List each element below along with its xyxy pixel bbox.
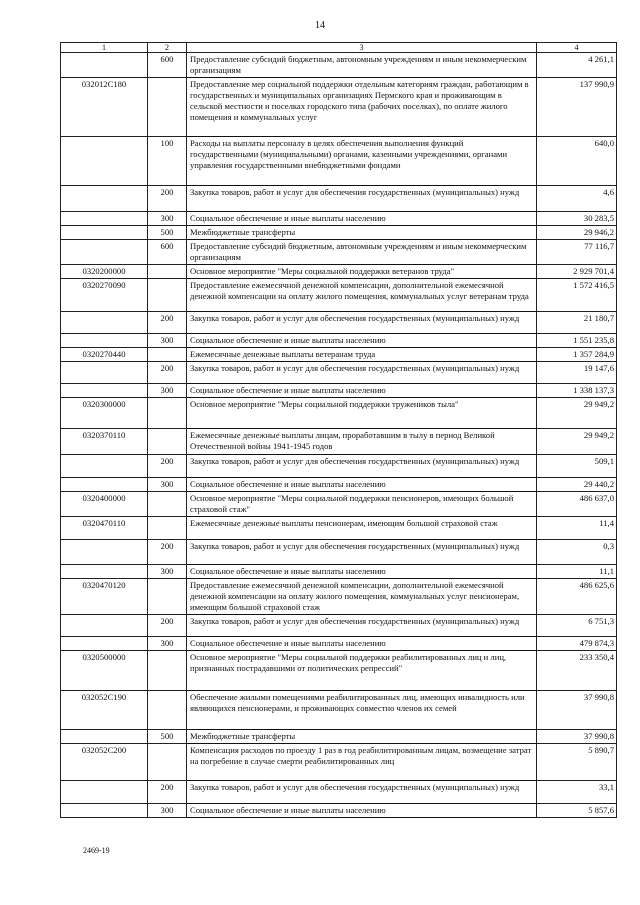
- vr-cell: [148, 517, 187, 540]
- table-row: [61, 279, 617, 312]
- table-row: [61, 137, 617, 186]
- description-cell: Ежемесячные денежные выплаты пенсионерам, имеющим большой страховой стаж: [187, 517, 537, 540]
- description-cell: Закупка товаров, работ и услуг для обеспечения государственных (муниципальных) нужд: [187, 540, 537, 565]
- column-header: 2: [148, 43, 187, 53]
- amount-cell: 29 949,2: [537, 398, 617, 429]
- code-cell: 0320470110: [61, 517, 148, 540]
- code-cell: [61, 226, 148, 240]
- code-cell: [61, 362, 148, 384]
- description-cell: Основное мероприятие "Меры социальной поддержки реабилитированных лиц и лиц, признанных пострадавшими от политических репрессий": [187, 651, 537, 691]
- table-row: [61, 240, 617, 265]
- table-row: [61, 348, 617, 362]
- amount-cell: 30 283,5: [537, 212, 617, 226]
- description-cell: Ежемесячные денежные выплаты ветеранам труда: [187, 348, 537, 362]
- amount-cell: 5 857,6: [537, 804, 617, 818]
- description-cell: Предоставление субсидий бюджетным, автономным учреждениям и иным некоммерческим организациям: [187, 53, 537, 78]
- description-cell: Предоставление мер социальной поддержки отдельным категориям граждан, работающим в государственных и муниципальных организациях Пермского края и проживающим в сельской местности и поселках городского типа (рабочих поселках), по оплате жилого помещения и коммунальных услуг: [187, 78, 537, 137]
- table-row: [61, 265, 617, 279]
- vr-cell: 200: [148, 186, 187, 212]
- vr-cell: 300: [148, 637, 187, 651]
- description-cell: Социальное обеспечение и иные выплаты населению: [187, 212, 537, 226]
- amount-cell: 37 990,8: [537, 691, 617, 730]
- amount-cell: 1 572 416,5: [537, 279, 617, 312]
- table-row: [61, 615, 617, 637]
- amount-cell: 1 338 137,3: [537, 384, 617, 398]
- code-cell: 0320200000: [61, 265, 148, 279]
- code-cell: [61, 540, 148, 565]
- table-row: [61, 651, 617, 691]
- table-row: [61, 429, 617, 455]
- amount-cell: 486 625,6: [537, 579, 617, 615]
- table-row: [61, 565, 617, 579]
- document-code: 2469-19: [83, 846, 110, 855]
- code-cell: [61, 804, 148, 818]
- amount-cell: 4,6: [537, 186, 617, 212]
- table-row: [61, 362, 617, 384]
- table-header-row: [61, 43, 617, 53]
- amount-cell: 479 874,3: [537, 637, 617, 651]
- code-cell: [61, 478, 148, 492]
- code-cell: [61, 137, 148, 186]
- description-cell: Предоставление субсидий бюджетным, автономным учреждениям и иным некоммерческим организациям: [187, 240, 537, 265]
- vr-cell: 500: [148, 226, 187, 240]
- amount-cell: 1 357 284,9: [537, 348, 617, 362]
- code-cell: [61, 384, 148, 398]
- description-cell: Расходы на выплаты персоналу в целях обеспечения выполнения функций государственными (муниципальными) органами, казенными учреждениями, органами управления государственными внебюджетными фондами: [187, 137, 537, 186]
- budget-table: [60, 42, 617, 818]
- code-cell: 0320270440: [61, 348, 148, 362]
- vr-cell: 200: [148, 781, 187, 804]
- vr-cell: 300: [148, 478, 187, 492]
- amount-cell: 640,0: [537, 137, 617, 186]
- vr-cell: [148, 579, 187, 615]
- code-cell: [61, 565, 148, 579]
- vr-cell: 600: [148, 53, 187, 78]
- amount-cell: 29 946,2: [537, 226, 617, 240]
- vr-cell: [148, 651, 187, 691]
- description-cell: Основное мероприятие "Меры социальной поддержки пенсионеров, имеющих большой страховой стаж": [187, 492, 537, 517]
- description-cell: Основное мероприятие "Меры социальной поддержки тружеников тыла": [187, 398, 537, 429]
- table-row: [61, 781, 617, 804]
- description-cell: Социальное обеспечение и иные выплаты населению: [187, 804, 537, 818]
- vr-cell: [148, 348, 187, 362]
- description-cell: Предоставление ежемесячной денежной компенсации, дополнительной ежемесячной денежной компенсации на оплату жилого помещения, коммунальных услуг пенсионерам, имеющим большой страховой стаж: [187, 579, 537, 615]
- amount-cell: 4 261,1: [537, 53, 617, 78]
- code-cell: [61, 240, 148, 265]
- table-row: [61, 384, 617, 398]
- table-row: [61, 478, 617, 492]
- code-cell: [61, 781, 148, 804]
- vr-cell: [148, 279, 187, 312]
- amount-cell: 77 116,7: [537, 240, 617, 265]
- code-cell: 0320400000: [61, 492, 148, 517]
- vr-cell: [148, 744, 187, 781]
- table-row: [61, 637, 617, 651]
- vr-cell: 200: [148, 615, 187, 637]
- amount-cell: 0,3: [537, 540, 617, 565]
- vr-cell: [148, 78, 187, 137]
- table-row: [61, 744, 617, 781]
- code-cell: [61, 455, 148, 478]
- description-cell: Закупка товаров, работ и услуг для обеспечения государственных (муниципальных) нужд: [187, 615, 537, 637]
- vr-cell: 100: [148, 137, 187, 186]
- code-cell: [61, 312, 148, 334]
- vr-cell: [148, 398, 187, 429]
- vr-cell: 500: [148, 730, 187, 744]
- table-row: [61, 212, 617, 226]
- description-cell: Социальное обеспечение и иные выплаты населению: [187, 334, 537, 348]
- amount-cell: 29 440,2: [537, 478, 617, 492]
- description-cell: Межбюджетные трансферты: [187, 226, 537, 240]
- column-header: 4: [537, 43, 617, 53]
- code-cell: 0320270090: [61, 279, 148, 312]
- description-cell: Ежемесячные денежные выплаты лицам, проработавшим в тылу в период Великой Отечественной войны 1941-1945 годов: [187, 429, 537, 455]
- vr-cell: 300: [148, 334, 187, 348]
- code-cell: [61, 212, 148, 226]
- amount-cell: 233 350,4: [537, 651, 617, 691]
- code-cell: 0320470120: [61, 579, 148, 615]
- amount-cell: 29 949,2: [537, 429, 617, 455]
- amount-cell: 5 890,7: [537, 744, 617, 781]
- vr-cell: 200: [148, 362, 187, 384]
- table-row: [61, 53, 617, 78]
- description-cell: Межбюджетные трансферты: [187, 730, 537, 744]
- table-row: [61, 186, 617, 212]
- code-cell: [61, 637, 148, 651]
- amount-cell: 21 180,7: [537, 312, 617, 334]
- table-row: [61, 78, 617, 137]
- description-cell: Закупка товаров, работ и услуг для обеспечения государственных (муниципальных) нужд: [187, 362, 537, 384]
- code-cell: 0320300000: [61, 398, 148, 429]
- table-row: [61, 730, 617, 744]
- description-cell: Социальное обеспечение и иные выплаты населению: [187, 478, 537, 492]
- amount-cell: 509,1: [537, 455, 617, 478]
- description-cell: Закупка товаров, работ и услуг для обеспечения государственных (муниципальных) нужд: [187, 186, 537, 212]
- amount-cell: 33,1: [537, 781, 617, 804]
- vr-cell: [148, 691, 187, 730]
- code-cell: 0320370110: [61, 429, 148, 455]
- description-cell: Закупка товаров, работ и услуг для обеспечения государственных (муниципальных) нужд: [187, 455, 537, 478]
- table-row: [61, 226, 617, 240]
- amount-cell: 137 990,9: [537, 78, 617, 137]
- column-header: 1: [61, 43, 148, 53]
- vr-cell: 200: [148, 540, 187, 565]
- vr-cell: 600: [148, 240, 187, 265]
- description-cell: Обеспечение жилыми помещениями реабилитированных лиц, имеющих инвалидность или являющихся пенсионерами, и проживающих совместно членов их семей: [187, 691, 537, 730]
- code-cell: [61, 334, 148, 348]
- description-cell: Закупка товаров, работ и услуг для обеспечения государственных (муниципальных) нужд: [187, 312, 537, 334]
- table-row: [61, 312, 617, 334]
- vr-cell: 300: [148, 565, 187, 579]
- code-cell: [61, 53, 148, 78]
- table-row: [61, 804, 617, 818]
- description-cell: Социальное обеспечение и иные выплаты населению: [187, 637, 537, 651]
- code-cell: 032052С190: [61, 691, 148, 730]
- vr-cell: 300: [148, 384, 187, 398]
- amount-cell: 19 147,6: [537, 362, 617, 384]
- vr-cell: [148, 429, 187, 455]
- table-row: [61, 398, 617, 429]
- vr-cell: 300: [148, 804, 187, 818]
- amount-cell: 37 990,8: [537, 730, 617, 744]
- code-cell: [61, 615, 148, 637]
- description-cell: Социальное обеспечение и иные выплаты населению: [187, 384, 537, 398]
- amount-cell: 6 751,3: [537, 615, 617, 637]
- table-row: [61, 579, 617, 615]
- table-row: [61, 455, 617, 478]
- code-cell: 032012С180: [61, 78, 148, 137]
- table-body: [61, 53, 617, 818]
- description-cell: Предоставление ежемесячной денежной компенсации, дополнительной ежемесячной денежной компенсации на оплату жилого помещения, коммунальных услуг ветеранам труда: [187, 279, 537, 312]
- code-cell: 032052С200: [61, 744, 148, 781]
- table-row: [61, 492, 617, 517]
- description-cell: Основное мероприятие "Меры социальной поддержки ветеранов труда": [187, 265, 537, 279]
- vr-cell: [148, 265, 187, 279]
- description-cell: Компенсация расходов по проезду 1 раз в год реабилитированным лицам, возмещение затрат на погребение в случае смерти реабилитированных лиц: [187, 744, 537, 781]
- table-row: [61, 334, 617, 348]
- vr-cell: 300: [148, 212, 187, 226]
- table-row: [61, 691, 617, 730]
- amount-cell: 11,4: [537, 517, 617, 540]
- vr-cell: 200: [148, 455, 187, 478]
- code-cell: [61, 186, 148, 212]
- amount-cell: 1 551 235,8: [537, 334, 617, 348]
- description-cell: Закупка товаров, работ и услуг для обеспечения государственных (муниципальных) нужд: [187, 781, 537, 804]
- amount-cell: 486 637,0: [537, 492, 617, 517]
- vr-cell: [148, 492, 187, 517]
- vr-cell: 200: [148, 312, 187, 334]
- amount-cell: 2 929 701,4: [537, 265, 617, 279]
- amount-cell: 11,1: [537, 565, 617, 579]
- column-header: 3: [187, 43, 537, 53]
- description-cell: Социальное обеспечение и иные выплаты населению: [187, 565, 537, 579]
- page-number: 14: [315, 20, 325, 31]
- code-cell: [61, 730, 148, 744]
- code-cell: 0320500000: [61, 651, 148, 691]
- table-row: [61, 517, 617, 540]
- table-row: [61, 540, 617, 565]
